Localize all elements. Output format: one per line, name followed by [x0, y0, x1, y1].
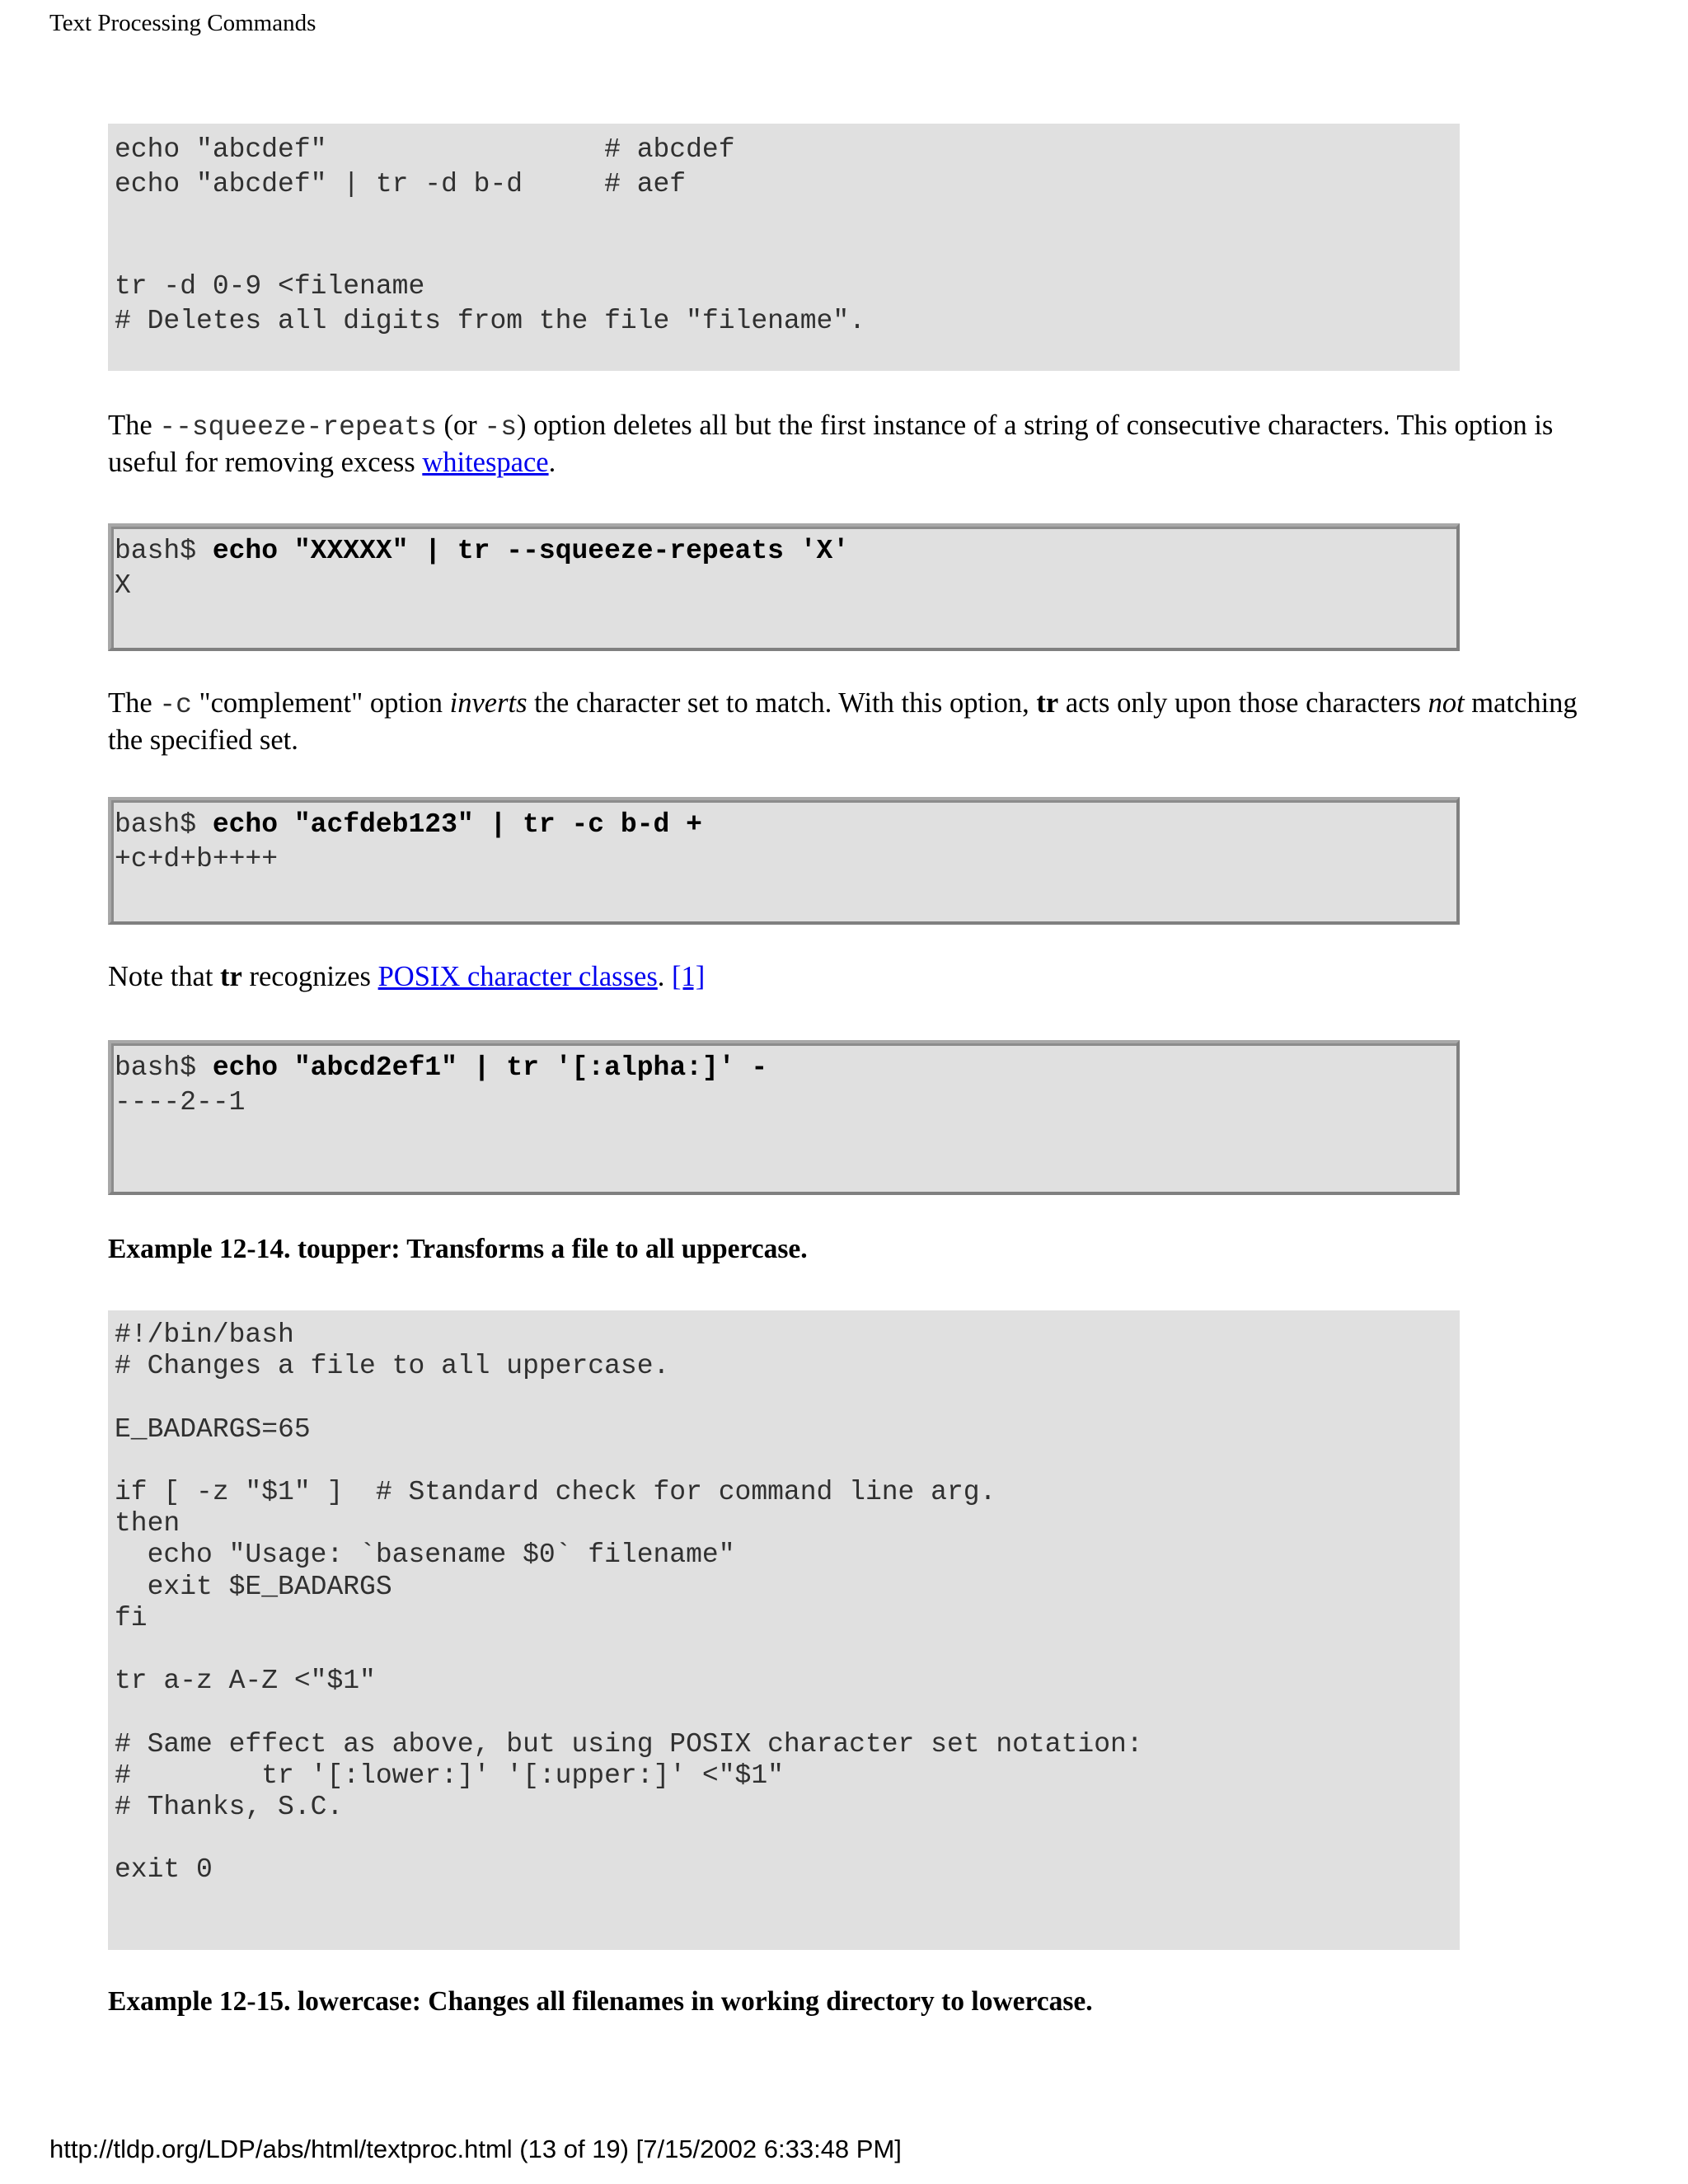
whitespace-link[interactable]: whitespace	[422, 447, 549, 478]
code-line: # Same effect as above, but using POSIX character set notation:	[115, 1728, 1143, 1760]
text: Note that	[108, 961, 221, 992]
running-header: Text Processing Commands	[49, 10, 316, 36]
page-footer: http://tldp.org/LDP/abs/html/textproc.html (13 of 19) [7/15/2002 6:33:48 PM]	[49, 2135, 902, 2163]
text: "complement" option	[191, 687, 450, 719]
command: echo "XXXXX" | tr --squeeze-repeats 'X'	[212, 536, 850, 566]
code-line: # Thanks, S.C.	[115, 1792, 344, 1823]
code-line: echo "Usage: `basename $0` filename"	[115, 1540, 735, 1571]
command: echo "acfdeb123" | tr -c b-d +	[212, 809, 702, 840]
code-line: # Changes a file to all uppercase.	[115, 1351, 670, 1382]
text: (or	[436, 410, 485, 441]
text: the character set to match. With this option,	[527, 687, 1037, 719]
inline-code: -c	[159, 690, 192, 720]
text: matching the specified set.	[108, 687, 1578, 756]
emphasis: not	[1428, 687, 1465, 719]
text: The	[108, 410, 160, 441]
command-name: tr	[1036, 687, 1059, 719]
text: The	[108, 687, 160, 719]
example-title-lowercase: Example 12-15. lowercase: Changes all filenames in working directory to lowercase.	[108, 1986, 1093, 2017]
paragraph-posix	[108, 959, 1592, 994]
code-line: then	[115, 1508, 181, 1540]
inline-code: --squeeze-repeats	[159, 412, 437, 443]
prompt: bash$	[115, 536, 213, 566]
screen-squeeze-example	[108, 523, 1460, 651]
output: X	[115, 569, 131, 601]
inline-code: -s	[484, 412, 518, 443]
command: echo "abcd2ef1" | tr '[:alpha:]' -	[212, 1052, 768, 1083]
code-line: # tr '[:lower:]' '[:upper:]' <"$1"	[115, 1760, 784, 1791]
screen-complement-example	[108, 797, 1460, 925]
code-line: echo "abcdef" | tr -d b-d # aef	[115, 168, 687, 199]
screen-posix-example	[108, 1040, 1460, 1195]
text: acts only upon those characters	[1058, 687, 1428, 719]
text: .	[548, 447, 556, 478]
code-line: if [ -z "$1" ] # Standard check for command line arg.	[115, 1477, 996, 1508]
output: +c+d+b++++	[115, 843, 279, 874]
code-line: tr -d 0-9 <filename	[115, 271, 425, 302]
footnote-link[interactable]: [1]	[672, 961, 706, 992]
code-line: exit $E_BADARGS	[115, 1571, 392, 1602]
paragraph-squeeze-repeats	[108, 408, 1616, 480]
code-listing	[115, 1319, 1453, 1886]
code-line: echo "abcdef" # abcdef	[115, 134, 735, 165]
code-line: tr a-z A-Z <"$1"	[115, 1666, 376, 1697]
code-line: #!/bin/bash	[115, 1319, 294, 1350]
posix-classes-link[interactable]: POSIX character classes	[377, 961, 658, 992]
output: ----2--1	[115, 1086, 246, 1118]
text: recognizes	[241, 961, 378, 992]
code-line: E_BADARGS=65	[115, 1413, 311, 1445]
example-title-toupper: Example 12-14. toupper: Transforms a file to all uppercase.	[108, 1234, 808, 1264]
emphasis: inverts	[449, 687, 528, 719]
code-line: exit 0	[115, 1854, 213, 1886]
code-line: fi	[115, 1602, 148, 1633]
screen-output	[115, 534, 1453, 602]
text: .	[657, 961, 672, 992]
code-line: # Deletes all digits from the file "filename".	[115, 305, 865, 336]
code-block-toupper	[108, 1310, 1460, 1950]
text: ) option deletes all but the first instance of a string of consecutive characters. This option is useful for removing excess	[108, 410, 1554, 478]
prompt: bash$	[115, 809, 213, 840]
command-name: tr	[220, 961, 242, 992]
screen-output	[115, 1051, 1453, 1119]
code-listing	[115, 133, 1453, 338]
prompt: bash$	[115, 1052, 213, 1083]
paragraph-complement	[108, 686, 1616, 757]
code-block-tr-delete	[108, 124, 1460, 371]
screen-output	[115, 808, 1453, 876]
